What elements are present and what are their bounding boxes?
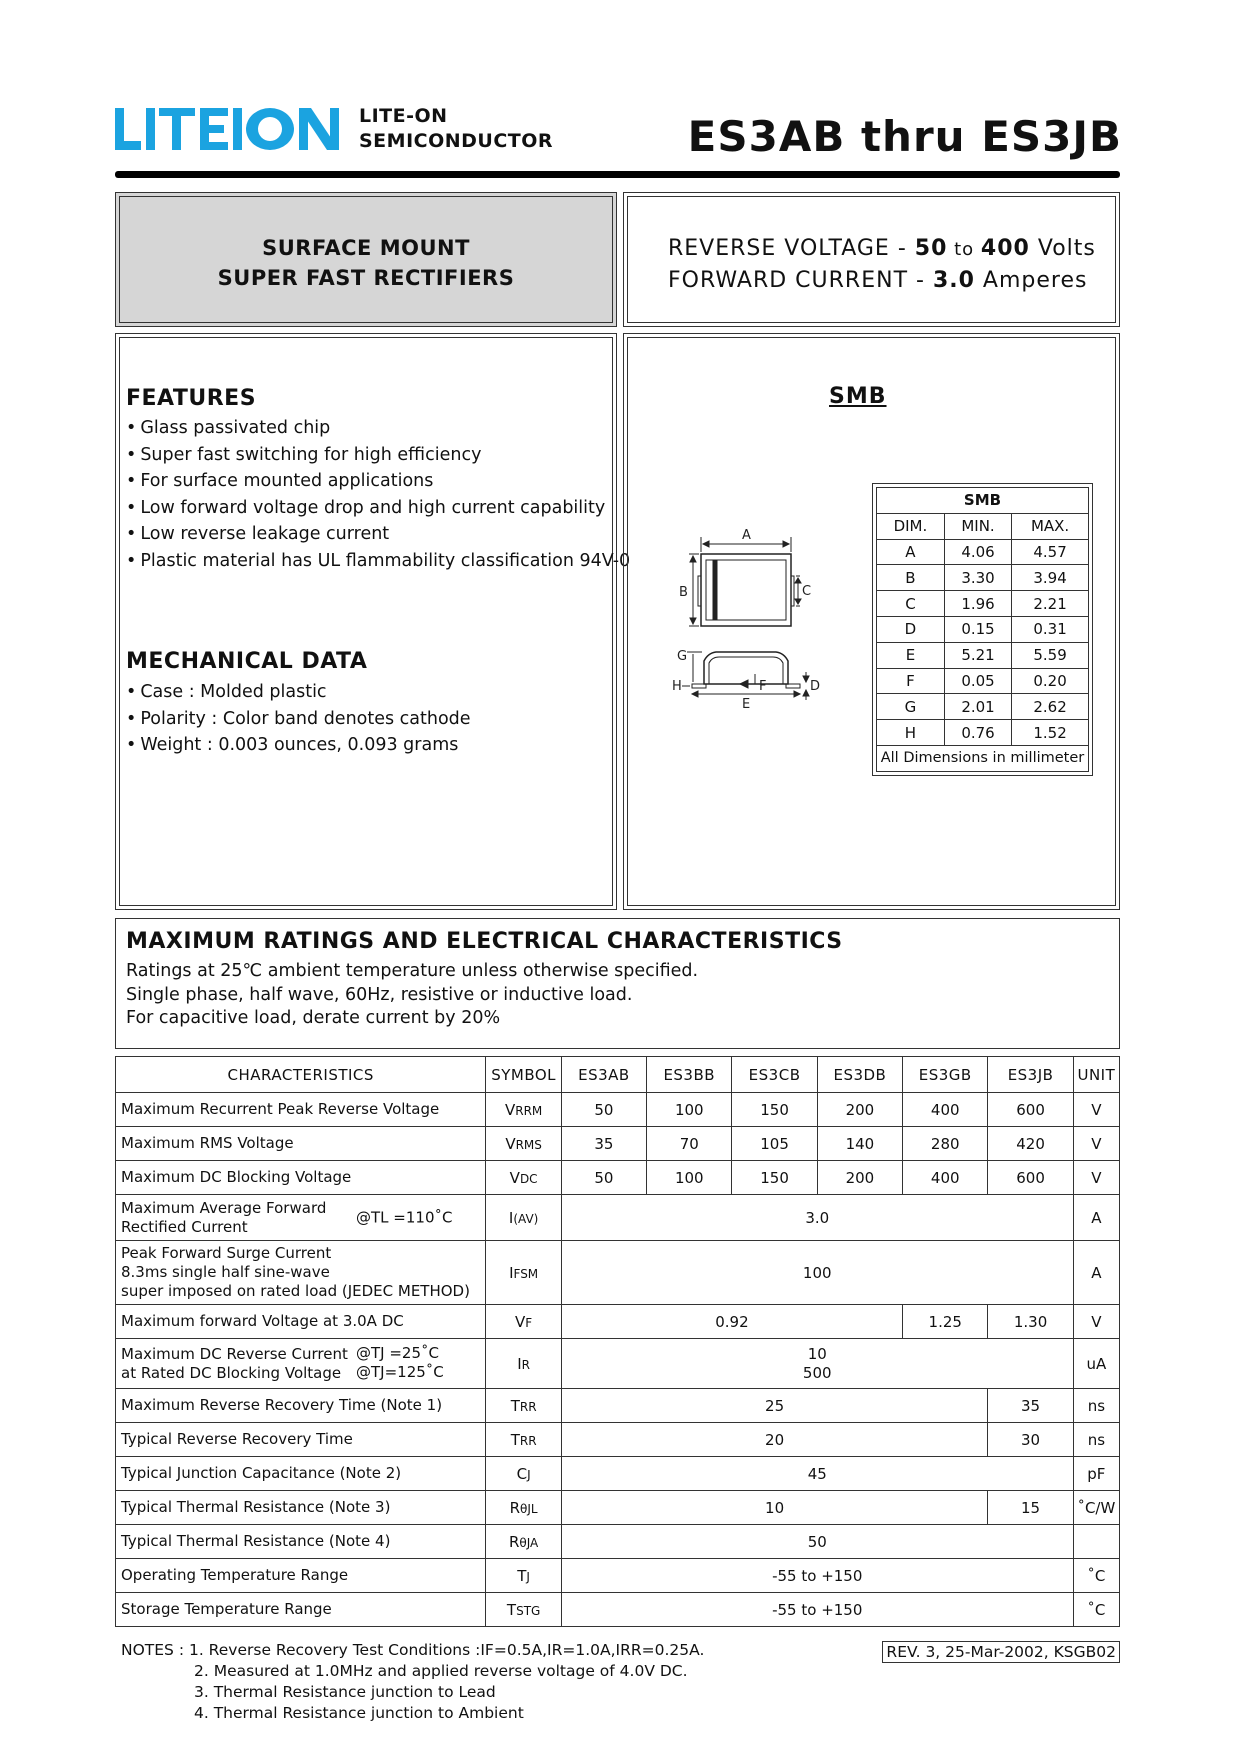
symbol-sub: RR [519,1433,537,1448]
symbol-cell [486,1093,561,1127]
value-line: 500 [802,1363,832,1382]
list-item: • Polarity : Color band denotes cathode [126,706,471,733]
characteristic-cell: Typical Thermal Resistance (Note 4) [116,1525,486,1559]
symbol-cell [486,1339,561,1389]
table-row [116,1161,1120,1195]
logo-text: LITEON [115,104,119,105]
list-item: • For surface mounted applications [126,468,630,495]
product-type-line-1: SURFACE MOUNT [262,236,470,260]
dim-table-title: SMB [877,488,1089,514]
symbol-main: C [516,1464,528,1483]
unit-cell: V [1073,1093,1119,1127]
ratings-intro-box [115,918,1120,1049]
characteristic-cell: Typical Junction Capacitance (Note 2) [116,1457,486,1491]
condition-label: @TL =110˚C [356,1208,453,1226]
value-cell: 400 [903,1161,988,1195]
package-outline-drawing [662,524,862,724]
unit-cell: ns [1073,1389,1119,1423]
unit-cell: V [1073,1161,1119,1195]
dim-cell: H [877,720,945,746]
dim-label-g: G [677,649,688,664]
symbol-cell [486,1593,561,1627]
dim-table-footer: All Dimensions in millimeter [877,745,1089,771]
ratings-note-2: Single phase, half wave, 60Hz, resistive or inductive load. [126,984,633,1005]
list-item: • Super fast switching for high efficiency [126,442,630,469]
features-box [115,333,631,910]
features-heading: FEATURES [126,386,257,411]
symbol-main: T [517,1566,527,1585]
symbol-cell [486,1491,561,1525]
symbol-cell [486,1305,561,1339]
value-cell: 50 [561,1093,646,1127]
value-cell: 420 [988,1127,1073,1161]
characteristic-cell: Maximum forward Voltage at 3.0A DC [116,1305,486,1339]
symbol-main: T [510,1430,520,1449]
value-cell: 20 [561,1423,988,1457]
list-item: • Low reverse leakage current [126,521,630,548]
value-cell: 600 [988,1093,1073,1127]
value-cell: -55 to +150 [561,1559,1073,1593]
dim-cell: F [877,668,945,694]
symbol-main: I [517,1354,522,1373]
dim-label-f: F [759,679,767,694]
dim-cell: 5.59 [1012,642,1089,668]
value-cell: 30 [988,1423,1073,1457]
ratings-heading: MAXIMUM RATINGS AND ELECTRICAL CHARACTERISTICS [126,929,843,954]
reverse-voltage-label: REVERSE VOLTAGE [668,236,890,261]
brand-line-2: SEMICONDUCTOR [359,130,554,152]
symbol-main: I [509,1263,514,1282]
symbol-main: R [508,1532,520,1551]
characteristic-cell: Typical Thermal Resistance (Note 3) [116,1491,486,1525]
value-cell: 25 [561,1389,988,1423]
value-cell: 600 [988,1161,1073,1195]
dim-cell: 0.15 [944,616,1011,642]
symbol-sub: F [525,1315,533,1330]
unit-cell: ˚C [1073,1593,1119,1627]
dim-cell: 2.01 [944,694,1011,720]
col-header: ES3JB [988,1057,1073,1093]
mechanical-heading: MECHANICAL DATA [126,649,368,674]
symbol-main: T [506,1600,517,1619]
symbol-cell [486,1241,561,1305]
list-item: • Weight : 0.003 ounces, 0.093 grams [126,732,471,759]
ratings-note-3: For capacitive load, derate current by 20% [126,1008,501,1028]
characteristic-cell [116,1195,486,1241]
dim-cell: 4.06 [944,539,1011,565]
value-cell: 50 [561,1161,646,1195]
value-cell: 45 [561,1457,1073,1491]
list-item: • Low forward voltage drop and high current capability [126,495,630,522]
dim-label-e: E [742,697,751,712]
notes [121,1640,704,1724]
dim-cell: 5.21 [944,642,1011,668]
unit-cell: A [1073,1195,1119,1241]
symbol-cell [486,1525,561,1559]
value-cell: 140 [817,1127,902,1161]
unit-cell: ˚C [1073,1559,1119,1593]
dim-cell: 2.62 [1012,694,1089,720]
table-row [116,1339,1120,1389]
table-row [877,565,1089,591]
dim-cell: 3.30 [944,565,1011,591]
col-header: UNIT [1073,1057,1119,1093]
symbol-sub: DC [519,1171,538,1186]
symbol-main: V [505,1134,516,1153]
table-row [877,616,1089,642]
header-rule [115,171,1120,178]
symbol-main: V [515,1312,526,1331]
value-cell: 100 [561,1241,1073,1305]
brand-line-1: LITE-ON [359,105,448,127]
unit-cell [1073,1525,1119,1559]
symbol-main: V [504,1100,516,1119]
col-header: ES3BB [647,1057,732,1093]
unit-cell: uA [1073,1339,1119,1389]
table-header-row [116,1057,1120,1093]
table-row [116,1457,1120,1491]
dim-cell: 4.57 [1012,539,1089,565]
table-row [877,539,1089,565]
characteristic-line: at Rated DC Blocking Voltage [121,1363,342,1382]
value-cell: -55 to +150 [561,1593,1073,1627]
table-row [877,668,1089,694]
dim-label-d: D [810,679,821,694]
value-cell: 150 [732,1161,817,1195]
dim-cell: 3.94 [1012,565,1089,591]
dim-cell: 0.31 [1012,616,1089,642]
symbol-sub: RMS [515,1137,542,1152]
rv-min: 50 [914,236,948,261]
value-line: 10 [807,1344,827,1363]
symbol-cell [486,1195,561,1241]
ratings-note-1: Ratings at 25℃ ambient temperature unless otherwise specified. [126,961,699,981]
symbol-cell [486,1457,561,1491]
dim-cell: 1.52 [1012,720,1089,746]
value-cell: 3.0 [561,1195,1073,1241]
note-3: 3. Thermal Resistance junction to Lead [194,1683,496,1701]
table-row [877,642,1089,668]
dimension-table [872,483,1093,776]
unit-cell: V [1073,1305,1119,1339]
table-row [116,1423,1120,1457]
symbol-cell [486,1161,561,1195]
dim-cell: A [877,539,945,565]
table-row [877,694,1089,720]
note-1: NOTES : 1. Reverse Recovery Test Conditions :IF=0.5A,IR=1.0A,IRR=0.25A. [121,1641,705,1659]
product-type-line-2: SUPER FAST RECTIFIERS [217,266,515,290]
note-4: 4. Thermal Resistance junction to Ambient [194,1704,524,1722]
value-cell [561,1339,1073,1389]
symbol-main: V [509,1168,520,1187]
dim-cell: G [877,694,945,720]
table-row [116,1389,1120,1423]
forward-current-line [668,265,1096,296]
table-row [116,1127,1120,1161]
rv-max: 400 [980,236,1030,261]
col-header: ES3GB [903,1057,988,1093]
characteristic-line: 8.3ms single half sine-wave [121,1263,330,1281]
dim-header: DIM. [877,513,945,539]
value-cell: 1.25 [903,1305,988,1339]
table-row [116,1525,1120,1559]
value-cell: 15 [988,1491,1073,1525]
symbol-sub: J [526,1569,530,1584]
list-item: • Case : Molded plastic [126,679,471,706]
col-header: ES3DB [817,1057,902,1093]
characteristic-cell: Storage Temperature Range [116,1593,486,1627]
dim-header: MAX. [1012,513,1089,539]
symbol-sub: R [521,1357,530,1372]
col-header: ES3AB [561,1057,646,1093]
symbol-main: R [509,1498,521,1517]
dim-cell: 0.05 [944,668,1011,694]
unit-cell: V [1073,1127,1119,1161]
characteristic-line: Peak Forward Surge Current [121,1244,332,1262]
symbol-sub: RR [519,1399,537,1414]
dim-cell: B [877,565,945,591]
value-cell: 35 [988,1389,1073,1423]
table-row [116,1491,1120,1525]
dim-cell: 1.96 [944,591,1011,617]
rv-unit: Volts [1029,236,1096,261]
rv-dash: - [889,236,915,261]
mechanical-list [126,679,471,759]
value-cell: 100 [647,1093,732,1127]
value-cell: 280 [903,1127,988,1161]
value-cell: 100 [647,1161,732,1195]
unit-cell: A [1073,1241,1119,1305]
unit-cell: ns [1073,1423,1119,1457]
characteristic-cell: Maximum DC Blocking Voltage [116,1161,486,1195]
symbol-sub: θJL [520,1501,538,1516]
symbol-cell [486,1127,561,1161]
value-cell: 105 [732,1127,817,1161]
symbol-sub: STG [516,1603,541,1618]
table-row [116,1241,1120,1305]
condition-label: @TJ =25˚C [356,1344,439,1362]
characteristic-cell: Operating Temperature Range [116,1559,486,1593]
dim-cell: 0.20 [1012,668,1089,694]
forward-current-label: FORWARD CURRENT - [668,268,933,293]
package-title: SMB [829,384,887,409]
value-cell: 0.92 [561,1305,902,1339]
list-item: • Glass passivated chip [126,415,630,442]
dim-label-h: H [672,679,682,694]
table-row [116,1305,1120,1339]
condition-label: @TJ=125˚C [356,1363,444,1381]
characteristic-line: super imposed on rated load (JEDEC METHOD) [121,1282,470,1300]
symbol-sub: FSM [513,1266,539,1281]
unit-cell: ˚C/W [1073,1491,1119,1525]
symbol-main: I [508,1208,514,1227]
characteristic-cell [116,1241,486,1305]
brand-name [359,104,553,154]
rv-to: to [947,239,981,260]
dim-cell: 0.76 [944,720,1011,746]
symbol-main: T [510,1396,520,1415]
characteristic-cell: Maximum Reverse Recovery Time (Note 1) [116,1389,486,1423]
liteon-logo [115,104,355,154]
value-cell: 70 [647,1127,732,1161]
unit-cell: pF [1073,1457,1119,1491]
characteristic-line: Rectified Current [121,1217,248,1236]
characteristic-cell: Maximum Recurrent Peak Reverse Voltage [116,1093,486,1127]
symbol-cell [486,1423,561,1457]
value-cell: 50 [561,1525,1073,1559]
characteristics-table [115,1056,1120,1627]
fc-value: 3.0 [932,268,975,293]
dim-cell: C [877,591,945,617]
dim-cell: 2.21 [1012,591,1089,617]
col-header: SYMBOL [486,1057,561,1093]
value-cell: 10 [561,1491,988,1525]
revision-label: REV. 3, 25-Mar-2002, KSGB02 [882,1641,1120,1663]
value-cell: 200 [817,1161,902,1195]
characteristic-line: Maximum Average Forward [121,1198,327,1217]
dim-cell: D [877,616,945,642]
characteristic-cell: Maximum RMS Voltage [116,1127,486,1161]
table-row [116,1593,1120,1627]
document-title: ES3AB thru ES3JB [687,112,1122,161]
list-item: • Plastic material has UL flammability classification 94V-0 [126,548,630,575]
symbol-sub: RRM [515,1103,543,1118]
table-row [877,720,1089,746]
value-cell: 150 [732,1093,817,1127]
characteristic-cell: Typical Reverse Recovery Time [116,1423,486,1457]
reverse-voltage-line [668,233,1096,265]
col-header: CHARACTERISTICS [116,1057,486,1093]
symbol-sub: (AV) [513,1211,539,1226]
dim-label-b: B [679,585,688,600]
features-list [126,415,630,574]
dim-cell: E [877,642,945,668]
symbol-sub: θJA [519,1535,539,1550]
symbol-cell [486,1559,561,1593]
rating-summary-box [623,192,1120,327]
value-cell: 1.30 [988,1305,1073,1339]
product-type-box [115,192,617,327]
value-cell: 200 [817,1093,902,1127]
table-row [877,591,1089,617]
symbol-cell [486,1389,561,1423]
table-row [116,1559,1120,1593]
table-row [116,1195,1120,1241]
characteristic-line: Maximum DC Reverse Current [121,1344,348,1363]
value-cell: 400 [903,1093,988,1127]
note-2: 2. Measured at 1.0MHz and applied reverse voltage of 4.0V DC. [194,1662,688,1680]
dim-label-c: C [802,584,812,599]
characteristic-cell [116,1339,486,1389]
dim-label-a: A [742,528,751,543]
symbol-sub: J [527,1467,531,1482]
fc-unit: Amperes [974,268,1088,293]
dim-header: MIN. [944,513,1011,539]
package-box [623,333,1120,910]
col-header: ES3CB [732,1057,817,1093]
table-row [116,1093,1120,1127]
value-cell: 35 [561,1127,646,1161]
